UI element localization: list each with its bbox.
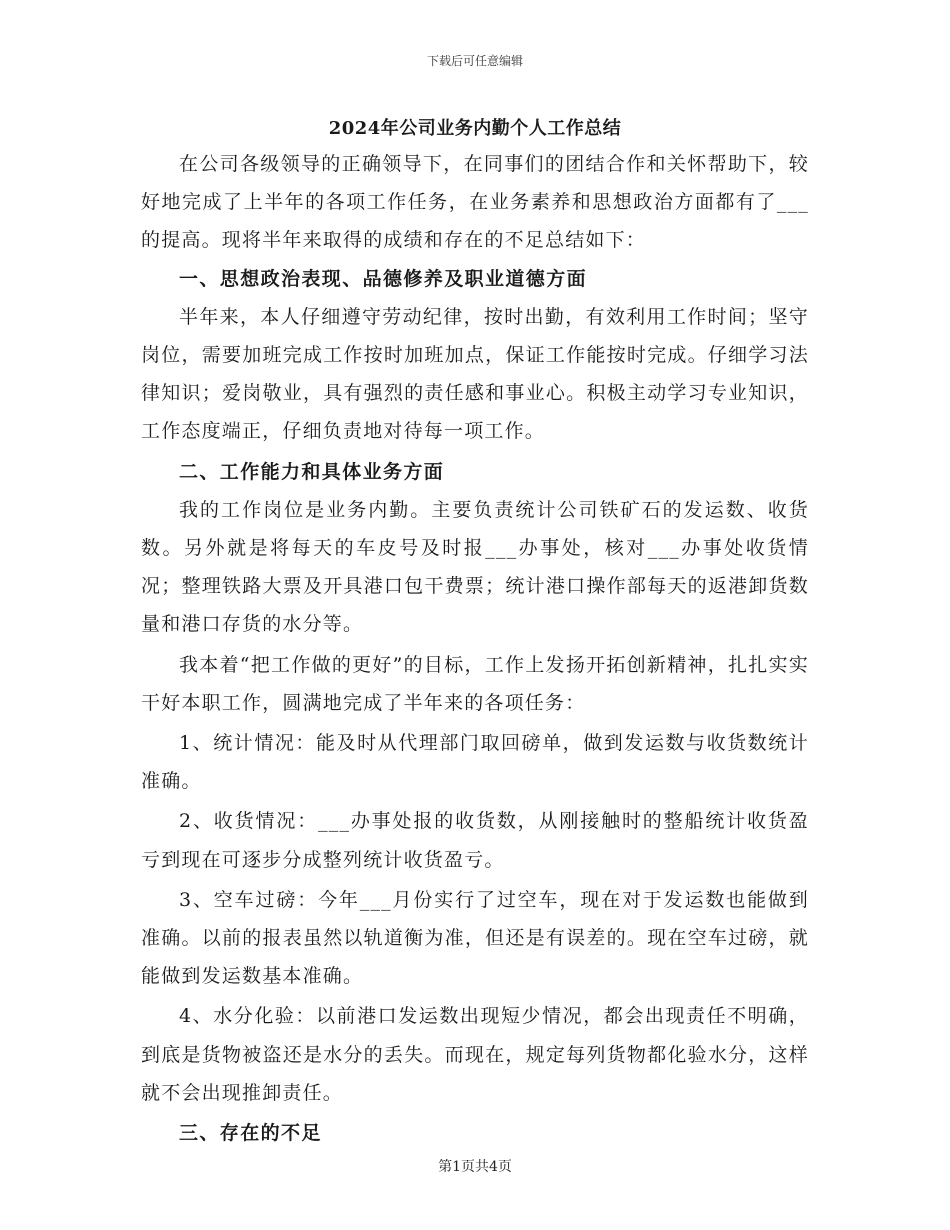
work-duties-paragraph: 我的工作岗位是业务内勤。主要负责统计公司铁矿石的发运数、收货数。另外就是将每天的车皮号及时报___办事处，核对___办事处收货情况；整理铁路大票及开具港口包干费票；统计港口操作部每天的返港卸货数量和港口存货的水分等。 xyxy=(141,498,809,636)
list-item-receipts: 2、收货情况：___办事处报的收货数，从刚接触时的整船统计收货盈亏到现在可逐步分成整列统计收货盈亏。 xyxy=(141,810,809,871)
list-item-moisture: 4、水分化验：以前港口发运数出现短少情况，都会出现责任不明确，到底是货物被盗还是水分的丢失。而现在，规定每列货物都化验水分，这样就不会出现推卸责任。 xyxy=(141,1005,809,1104)
list-item-weighing: 3、空车过磅：今年___月份实行了过空车，现在对于发运数也能做到准确。以前的报表虽然以轨道衡为准，但还是有误差的。现在空车过磅，就能做到发运数基本准确。 xyxy=(141,888,809,988)
document-title: 2024年公司业务内勤个人工作总结 xyxy=(328,118,622,139)
work-goal-paragraph: 我本着“把工作做的更好”的目标，工作上发扬开拓创新精神，扎扎实实干好本职工作，圆满地完成了半年来的各项任务： xyxy=(141,653,809,714)
document-body xyxy=(141,145,809,1152)
section-heading-work-ability: 二、工作能力和具体业务方面 xyxy=(179,460,445,483)
download-note: 下载后可任意编辑 xyxy=(426,54,523,68)
section-heading-political: 一、思想政治表现、品德修养及职业道德方面 xyxy=(179,267,588,290)
section-heading-shortcomings: 三、存在的不足 xyxy=(179,1122,322,1145)
page-number: 第1页共4页 xyxy=(438,1159,512,1175)
intro-paragraph: 在公司各级领导的正确领导下，在同事们的团结合作和关怀帮助下，较好地完成了上半年的各项工作任务，在业务素养和思想政治方面都有了___的提高。现将半年来取得的成绩和存在的不足总结如下： xyxy=(141,153,809,252)
list-item-statistics: 1、统计情况：能及时从代理部门取回磅单，做到发运数与收货数统计准确。 xyxy=(141,732,809,793)
political-paragraph: 半年来，本人仔细遵守劳动纪律，按时出勤，有效利用工作时间；坚守岗位，需要加班完成工作按时加班加点，保证工作能按时完成。仔细学习法律知识；爱岗敬业，具有强烈的责任感和事业心。积极主动学习专业知识，工作态度端正，仔细负责地对待每一项工作。 xyxy=(141,305,809,443)
